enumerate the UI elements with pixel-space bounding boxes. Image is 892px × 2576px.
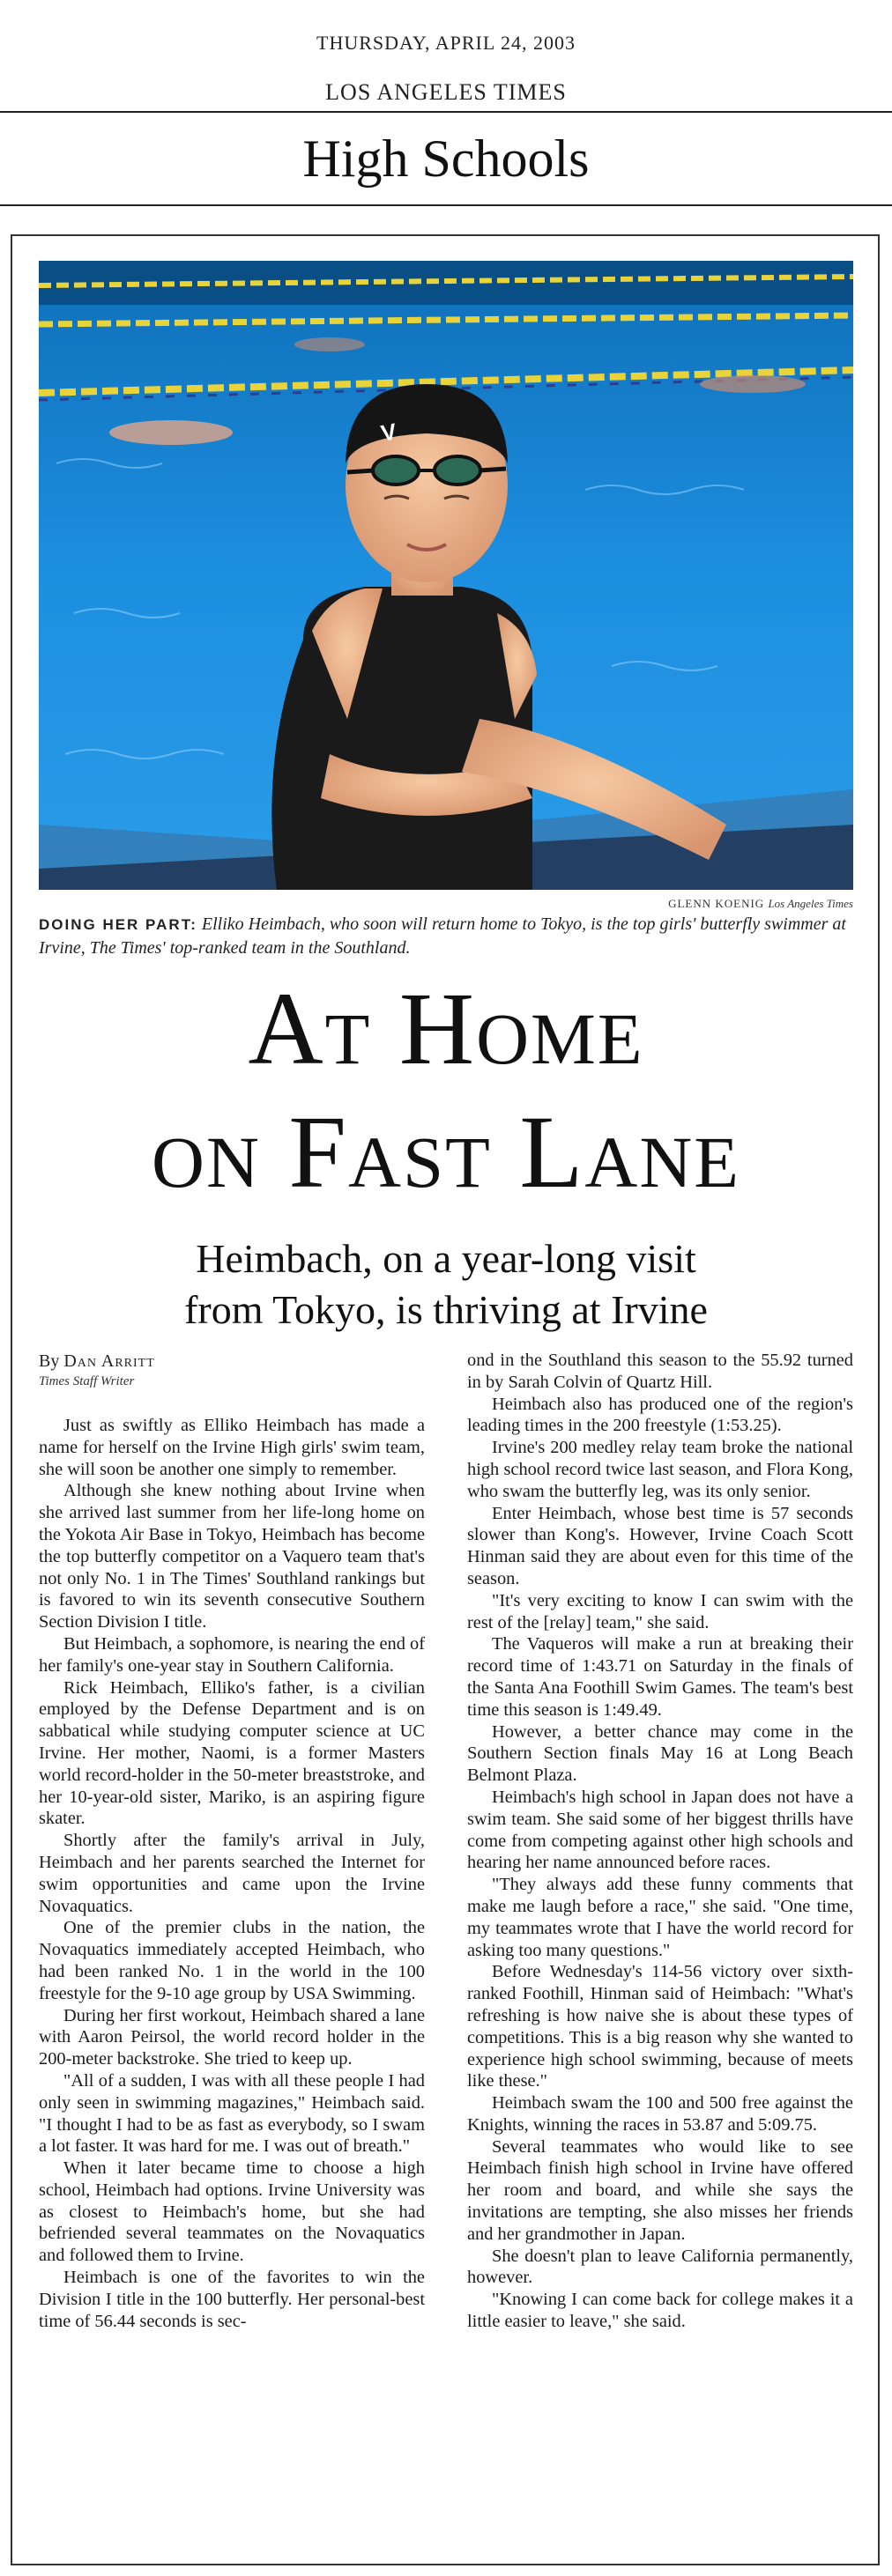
paragraph: Heimbach's high school in Japan does not have a swim team. She said some of her biggest thrills have come from competing against other high schools and hearing her name announced before races. xyxy=(467,1787,853,1873)
paragraph: Heimbach swam the 100 and 500 free against the Knights, winning the races in 53.87 and 5:09.75. xyxy=(467,2093,853,2135)
paragraph: Rick Heimbach, Elliko's father, is a civilian employed by the Defense Department and is on sabbatical while studying computer science at UC Irvine. Her mother, Naomi, is a former Masters world record-holder in the 50-meter breaststroke, and her 10-year-old sister, Mariko, is an aspiring figure skater. xyxy=(39,1677,425,1829)
svg-text:V: V xyxy=(378,418,399,447)
paragraph: One of the premier clubs in the nation, the Novaquatics immediately accepted Heimbach, who had been ranked No. 1 in the world in the 100 freestyle for the 9-10 age group by USA Swimming. xyxy=(39,1918,425,2003)
top-rule xyxy=(0,111,892,113)
byline-name: Dan Arritt xyxy=(63,1351,155,1371)
dateline: THURSDAY, APRIL 24, 2003 xyxy=(316,32,576,54)
section-title: High Schools xyxy=(302,130,590,188)
byline-staff: Times Staff Writer xyxy=(39,1374,135,1388)
photo-credit-name: GLENN KOENIG xyxy=(668,897,765,910)
caption-text: Elliko Heimbach, who soon will return home to Tokyo, is the top girls' butterfly swimmer at Irvine, The Times' top-ranked team in the Southland. xyxy=(39,914,846,958)
paragraph: Shortly after the family's arrival in July, Heimbach and her parents searched the Internet for swim opportunities and came upon the Irvine Novaquatics. xyxy=(39,1831,425,1916)
paragraph: However, a better chance may come in the Southern Section finals May 16 at Long Beach Belmont Plaza. xyxy=(467,1721,853,1786)
swimmer-photo xyxy=(39,261,853,890)
byline-prefix: By xyxy=(39,1351,60,1371)
caption-lead: DOING HER PART: xyxy=(39,916,197,933)
byline xyxy=(39,1351,155,1372)
newspaper-name: LOS ANGELES TIMES xyxy=(325,79,567,105)
headline xyxy=(0,967,892,1214)
paragraph: "It's very exciting to know I can swim with the rest of the [relay] team," she said. xyxy=(467,1590,853,1632)
headline-line-1: At Home xyxy=(248,971,644,1086)
headline-line-2: on Fast Lane xyxy=(152,1094,740,1210)
photo-caption xyxy=(39,913,853,959)
paragraph: During her first workout, Heimbach shared a lane with Aaron Peirsol, the world record holder in the 200-meter backstroke. She tried to keep up. xyxy=(39,2005,425,2069)
paragraph: Enter Heimbach, whose best time is 57 seconds slower than Kong's. However, Irvine Coach Scott Hinman said they are about even for this time of the season. xyxy=(467,1503,853,1588)
subheadline-line-2: from Tokyo, is thriving at Irvine xyxy=(184,1287,708,1332)
paragraph-continued: ond in the Southland this season to the 55.92 turned in by Sarah Colvin of Quartz Hill. xyxy=(467,1351,853,1392)
subheadline-line-1: Heimbach, on a year-long visit xyxy=(196,1236,696,1281)
paragraph: Although she knew nothing about Irvine when she arrived last summer from her life-long home on the Yokota Air Base in Tokyo, Heimbach has become the top butterfly competitor on a Vaquero team that's not only No. 1 in The Times' Southland rankings but is favored to win its seventh consecutive Southern Section Division I title. xyxy=(39,1481,425,1632)
paragraph: "All of a sudden, I was with all these people I had only seen in swimming magazines," Heimbach said. "I thought I had to be as fast as everybody, so I swam a lot faster. It was hard for me. I was out of breath." xyxy=(39,2070,425,2157)
paragraph: But Heimbach, a sophomore, is nearing the end of her family's one-year stay in Southern California. xyxy=(39,1633,425,1676)
paragraph: "Knowing I can come back for college makes it a little easier to leave," she said. xyxy=(467,2290,853,2332)
section-rule xyxy=(0,204,892,206)
article-column-2 xyxy=(467,1350,853,2333)
paragraph: Before Wednesday's 114-56 victory over sixth-ranked Foothill, Hinman said of Heimbach: "What's refreshing is how naive she is about these types of competitions. This is a big reason why she wanted to experience high school swimming, because of meets like these." xyxy=(467,1962,853,2091)
photo-credit xyxy=(668,897,853,911)
photo-credit-affiliation: Los Angeles Times xyxy=(768,897,853,910)
paragraph: Irvine's 200 medley relay team broke the national high school record twice last season, and Flora Kong, who swam the butterfly leg, was its only senior. xyxy=(467,1438,853,1501)
paragraph: The Vaqueros will make a run at breaking their record time of 1:43.71 on Saturday in the finals of the Santa Ana Foothill Swim Games. The team's best time this season is 1:49.49. xyxy=(467,1634,853,1720)
paragraph: When it later became time to choose a high school, Heimbach had options. Irvine University was as closest to Heimbach's home, but she had befriended several teammates on the Novaquatics and followed them to Irvine. xyxy=(39,2158,425,2266)
pool-image xyxy=(39,261,853,890)
subheadline xyxy=(0,1233,892,1336)
paragraph: "They always add these funny comments that make me laugh before a race," she said. "One time, my teammates wrote that I have the world record for asking too many questions." xyxy=(467,1875,853,1960)
paragraph: She doesn't plan to leave California permanently, however. xyxy=(467,2246,853,2288)
paragraph: Several teammates who would like to see Heimbach finish high school in Irvine have offered her room and board, and while she says the invitations are tempting, she also misses her friends and her grandmother in Japan. xyxy=(467,2136,853,2244)
paragraph: Heimbach is one of the favorites to win the Division I title in the 100 butterfly. Her personal-best time of 56.44 seconds is sec- xyxy=(39,2268,425,2331)
article-column-1 xyxy=(39,1415,425,2332)
paragraph: Just as swiftly as Elliko Heimbach has made a name for herself on the Irvine High girls' swim team, she will soon be another one simply to remember. xyxy=(39,1416,425,1479)
paragraph: Heimbach also has produced one of the region's leading times in the 200 freestyle (1:53.25). xyxy=(467,1394,853,1436)
